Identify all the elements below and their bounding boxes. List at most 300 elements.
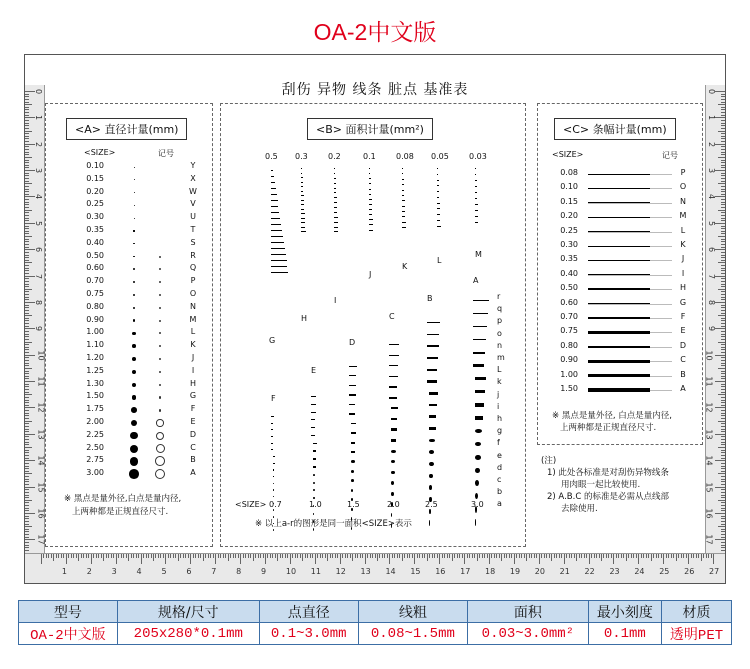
area-mark <box>351 423 356 425</box>
ruler-tick <box>721 307 725 308</box>
ruler-tick <box>325 554 326 558</box>
ruler-tick <box>544 554 545 558</box>
ruler-tick <box>25 281 29 282</box>
ruler-tick <box>25 228 29 229</box>
area-mark <box>475 192 477 193</box>
ruler-tick <box>643 554 644 558</box>
ruler-tick <box>576 554 577 561</box>
area-mark <box>402 200 405 201</box>
area-mark <box>473 364 484 367</box>
diameter-size: 0.70 <box>86 276 104 286</box>
diameter-dot <box>132 344 136 348</box>
area-mark <box>273 456 275 457</box>
area-right-letter: p <box>497 316 503 326</box>
ruler-tick <box>25 524 29 525</box>
section-a-size-header: <SIZE> <box>84 148 116 157</box>
line-code: D <box>679 340 687 350</box>
ruler-tick <box>721 479 725 480</box>
line-sample <box>588 374 650 377</box>
ruler-tick <box>442 554 443 558</box>
diameter-size: 1.10 <box>86 340 104 350</box>
line-size: 0.50 <box>560 283 578 293</box>
ruler-tick <box>25 489 29 490</box>
spec-value-cell: 0.03~3.0mm² <box>468 623 588 645</box>
line-code: L <box>680 225 686 235</box>
diameter-row <box>76 417 206 429</box>
diameter-size: 1.50 <box>86 391 104 401</box>
ruler-tick <box>571 554 572 558</box>
ruler-tick <box>721 326 725 327</box>
ruler-tick <box>559 554 560 558</box>
area-size-label: 0.03 <box>469 152 487 161</box>
area-mark <box>475 216 478 217</box>
spec-value-cell: 0.1mm <box>588 623 661 645</box>
diameter-row <box>76 225 206 237</box>
ruler-number: 12 <box>335 567 346 576</box>
ruler-tick <box>25 241 29 242</box>
ruler-tick <box>25 334 29 335</box>
ruler-tick <box>721 400 725 401</box>
ruler-tick <box>25 431 29 432</box>
line-row <box>548 384 694 396</box>
ruler-tick <box>25 521 29 522</box>
diameter-code: N <box>190 301 196 311</box>
line-size: 0.15 <box>560 196 578 206</box>
ruler-tick <box>701 554 702 561</box>
area-mark <box>475 429 482 433</box>
ruler-tick <box>487 554 488 558</box>
area-right-letter: r <box>497 292 501 301</box>
ruler-tick <box>586 554 587 558</box>
ruler-tick <box>25 410 29 411</box>
ruler-tick <box>25 289 32 290</box>
diameter-code: V <box>190 199 196 209</box>
ruler-tick <box>25 284 29 285</box>
ruler-tick <box>721 339 725 340</box>
ruler-tick <box>721 450 725 451</box>
ruler-tick <box>25 487 35 488</box>
diameter-row <box>76 327 206 339</box>
ruler-tick <box>25 505 29 506</box>
line-code: B <box>680 369 686 379</box>
diameter-size: 1.20 <box>86 353 104 362</box>
spec-table <box>18 600 732 645</box>
ruler-tick <box>168 554 169 558</box>
diameter-dot <box>132 332 135 335</box>
ruler-tick <box>636 554 637 558</box>
ruler-tick <box>715 381 725 382</box>
diameter-ring <box>159 345 161 347</box>
area-mark <box>271 436 273 437</box>
ruler-tick <box>25 497 29 498</box>
spec-value-cell: OA-2中文版 <box>19 623 118 645</box>
ruler-tick <box>536 554 537 558</box>
ruler-tick <box>556 554 557 558</box>
area-right-letter: L <box>497 365 502 375</box>
area-mark <box>301 200 304 201</box>
ruler-number: 14 <box>385 567 396 576</box>
area-mark <box>402 173 403 174</box>
ruler-tick <box>402 554 403 561</box>
ruler-tick <box>721 152 725 153</box>
ruler-number: 9 <box>261 567 267 576</box>
ruler-tick <box>106 554 107 558</box>
ruler-number: 13 <box>704 429 714 440</box>
area-mark <box>334 217 338 218</box>
ruler-tick <box>721 497 725 498</box>
area-mark <box>313 482 315 484</box>
ruler-tick <box>25 542 29 543</box>
ruler-tick <box>205 554 206 558</box>
ruler-number: 15 <box>36 482 46 493</box>
ruler-tick <box>81 554 82 558</box>
ruler-tick <box>681 554 682 558</box>
diameter-size: 2.25 <box>86 429 104 439</box>
diameter-dot <box>130 445 138 453</box>
area-mark <box>334 173 335 174</box>
ruler-tick <box>666 554 667 558</box>
ruler-tick <box>501 554 502 561</box>
diameter-ring <box>159 358 161 360</box>
area-mark <box>473 339 486 341</box>
ruler-tick <box>721 476 725 477</box>
ruler-tick <box>25 102 29 103</box>
line-sample <box>588 202 650 203</box>
ruler-tick <box>91 554 92 564</box>
ruler-tick <box>394 554 395 558</box>
ruler-tick <box>721 524 725 525</box>
ruler-tick <box>25 429 29 430</box>
area-mark <box>389 365 398 366</box>
ruler-tick <box>721 323 725 324</box>
ruler-tick <box>721 149 725 150</box>
line-sample <box>588 174 650 175</box>
ruler-tick <box>25 508 29 509</box>
ruler-tick <box>504 554 505 558</box>
diameter-row <box>76 443 206 455</box>
ruler-tick <box>25 397 29 398</box>
ruler-tick <box>721 284 725 285</box>
ruler-tick <box>656 554 657 558</box>
area-mark <box>301 186 303 187</box>
ruler-tick <box>335 554 336 558</box>
ruler-tick <box>721 386 725 387</box>
line-size: 1.00 <box>560 369 578 379</box>
diameter-size: 2.50 <box>86 442 104 452</box>
ruler-tick <box>721 181 725 182</box>
area-mark <box>311 435 315 436</box>
ruler-tick <box>397 554 398 558</box>
ruler-tick <box>372 554 373 558</box>
area-mark <box>313 450 316 452</box>
area-size-label: 0.2 <box>328 152 341 161</box>
diameter-code: A <box>190 468 196 478</box>
ruler-tick <box>721 318 725 319</box>
ruler-tick <box>25 421 32 422</box>
ruler-tick <box>715 407 725 408</box>
diameter-ring <box>159 396 161 398</box>
area-mark <box>334 197 337 198</box>
ruler-tick <box>409 554 410 558</box>
diameter-code: X <box>190 173 196 183</box>
area-mark <box>402 195 404 196</box>
diameter-dot <box>130 432 137 439</box>
ruler-tick <box>305 554 306 558</box>
ruler-tick <box>459 554 460 558</box>
ruler-tick <box>25 479 29 480</box>
spec-table-value-row <box>19 623 732 645</box>
area-mark <box>311 404 316 405</box>
ruler-number: 14 <box>704 455 714 466</box>
ruler-number: 3 <box>111 567 117 576</box>
ruler-number: 11 <box>310 567 321 576</box>
ruler-tick <box>698 554 699 558</box>
diameter-code: D <box>189 429 197 439</box>
ruler-tick <box>302 554 303 561</box>
area-mark <box>271 224 281 225</box>
ruler-number: 8 <box>34 299 44 306</box>
left-ruler <box>25 85 45 565</box>
ruler-tick <box>25 167 29 168</box>
ruler-tick <box>715 328 725 329</box>
ruler-tick <box>648 554 649 558</box>
section-b-box <box>220 103 526 547</box>
spec-table-header-row <box>19 601 732 623</box>
area-mark <box>389 397 397 399</box>
ruler-tick <box>25 458 29 459</box>
line-size: 0.08 <box>560 168 578 177</box>
ruler-tick <box>721 310 725 311</box>
ruler-number: 24 <box>634 567 645 576</box>
ruler-tick <box>25 109 29 110</box>
area-bottom-size: 2.5 <box>425 500 438 509</box>
ruler-tick <box>128 554 129 561</box>
ruler-tick <box>25 363 29 364</box>
ruler-tick <box>25 291 29 292</box>
area-mark <box>313 466 316 468</box>
area-mark <box>301 191 303 192</box>
ruler-tick <box>277 554 278 561</box>
ruler-tick <box>541 554 542 558</box>
ruler-tick <box>721 102 725 103</box>
ruler-tick <box>148 554 149 558</box>
ruler-tick <box>646 554 647 558</box>
ruler-tick <box>721 186 725 187</box>
ruler-tick <box>721 481 725 482</box>
ruler-number: 21 <box>559 567 570 576</box>
ruler-tick <box>623 554 624 558</box>
diameter-size: 2.75 <box>86 455 104 465</box>
diameter-size: 1.30 <box>86 378 104 388</box>
ruler-tick <box>591 554 592 558</box>
diameter-code: F <box>190 404 196 414</box>
area-right-letter: n <box>497 340 503 350</box>
diameter-size: 1.00 <box>86 327 104 337</box>
area-mark <box>369 199 372 200</box>
ruler-tick <box>482 554 483 558</box>
ruler-number: 5 <box>34 220 44 226</box>
area-right-letter: d <box>497 462 503 472</box>
area-mark <box>301 173 302 174</box>
ruler-tick <box>342 554 343 558</box>
ruler-tick <box>25 339 29 340</box>
ruler-tick <box>25 183 32 184</box>
ruler-tick <box>721 239 725 240</box>
area-mark <box>475 390 485 393</box>
ruler-tick <box>673 554 674 558</box>
diameter-dot <box>133 307 136 310</box>
ruler-tick <box>721 107 725 108</box>
ruler-tick <box>419 554 420 558</box>
diameter-ring <box>156 419 163 426</box>
ruler-tick <box>721 365 725 366</box>
line-code: E <box>680 326 686 336</box>
ruler-tick <box>25 236 32 237</box>
ruler-tick <box>133 554 134 558</box>
ruler-tick <box>25 154 29 155</box>
area-mark <box>369 194 371 195</box>
ruler-tick <box>215 554 216 564</box>
ruler-tick <box>25 215 29 216</box>
diameter-ring <box>159 281 161 283</box>
diameter-code: W <box>189 186 197 196</box>
ruler-tick <box>213 554 214 558</box>
area-mark <box>271 242 284 243</box>
ruler-tick <box>661 554 662 558</box>
ruler-tick <box>25 320 29 321</box>
diameter-size: 3.00 <box>86 468 104 478</box>
ruler-tick <box>25 492 29 493</box>
spec-header-cell: 材质 <box>662 601 732 623</box>
line-size: 0.10 <box>560 182 578 192</box>
area-right-letter: o <box>497 328 502 338</box>
ruler-number: 0 <box>34 88 44 95</box>
ruler-tick <box>651 554 652 561</box>
ruler-tick <box>412 554 413 558</box>
area-right-letter: q <box>497 304 503 314</box>
area-mark <box>475 519 476 526</box>
ruler-number: 6 <box>186 567 192 576</box>
diameter-code: S <box>190 237 196 247</box>
ruler-number: 16 <box>435 567 446 576</box>
line-code: G <box>679 297 687 307</box>
ruler-tick <box>721 349 725 350</box>
ruler-tick <box>307 554 308 558</box>
ruler-tick <box>25 376 29 377</box>
area-mark <box>437 214 440 215</box>
ruler-tick <box>444 554 445 558</box>
ruler-tick <box>178 554 179 561</box>
ruler-tick <box>599 554 600 558</box>
diameter-ring <box>159 268 161 270</box>
ruler-number: 0 <box>706 88 716 95</box>
area-mark <box>402 227 406 228</box>
ruler-tick <box>618 554 619 558</box>
spec-value-cell: 0.08~1.5mm <box>358 623 468 645</box>
area-mark <box>273 483 274 484</box>
ruler-tick <box>297 554 298 558</box>
ruler-tick <box>25 439 29 440</box>
ruler-tick <box>322 554 323 558</box>
area-mark <box>271 182 275 183</box>
diameter-code: C <box>190 442 196 452</box>
ruler-tick <box>721 489 725 490</box>
ruler-tick <box>569 554 570 558</box>
ruler-tick <box>721 218 725 219</box>
area-mark <box>271 230 282 231</box>
area-mark <box>475 186 477 187</box>
diameter-dot <box>133 256 135 258</box>
ruler-tick <box>180 554 181 558</box>
ruler-tick <box>25 500 32 501</box>
ruler-tick <box>721 502 725 503</box>
ruler-number: 22 <box>584 567 595 576</box>
ruler-tick <box>223 554 224 558</box>
diameter-code: I <box>191 365 195 375</box>
ruler-tick <box>275 554 276 558</box>
ruler-tick <box>718 421 725 422</box>
area-mark <box>427 357 438 359</box>
area-mark <box>273 476 274 477</box>
ruler-tick <box>721 228 725 229</box>
ruler-tick <box>25 347 29 348</box>
ruler-tick <box>352 554 353 561</box>
diameter-row <box>76 315 206 327</box>
ruler-tick <box>63 554 64 558</box>
area-size-label: 0.3 <box>295 152 308 161</box>
ruler-number: 10 <box>36 350 46 361</box>
ruler-tick <box>721 128 725 129</box>
area-mark <box>271 236 283 237</box>
ruler-tick <box>721 231 725 232</box>
ruler-tick <box>240 554 241 564</box>
ruler-tick <box>721 291 725 292</box>
ruler-tick <box>721 426 725 427</box>
ruler-tick <box>25 344 29 345</box>
ruler-tick <box>25 392 29 393</box>
ruler-tick <box>616 554 617 558</box>
ruler-tick <box>25 400 29 401</box>
ruler-tick <box>715 144 725 145</box>
area-mark <box>427 322 440 323</box>
ruler-tick <box>721 260 725 261</box>
ruler-tick <box>25 539 35 540</box>
ruler-tick <box>721 363 725 364</box>
ruler-tick <box>721 429 725 430</box>
ruler-tick <box>86 554 87 558</box>
area-mark <box>301 182 303 183</box>
ruler-tick <box>457 554 458 558</box>
ruler-tick <box>25 434 35 435</box>
ruler-tick <box>25 513 35 514</box>
area-mark <box>429 439 435 443</box>
ruler-tick <box>25 452 29 453</box>
area-mark <box>473 300 489 301</box>
diameter-size: 1.25 <box>86 365 104 375</box>
area-mark <box>427 345 439 346</box>
right-ruler <box>705 85 725 565</box>
area-mark <box>349 413 355 415</box>
ruler-tick <box>688 554 689 564</box>
diameter-dot <box>133 230 134 231</box>
area-right-letter: i <box>497 401 500 411</box>
ruler-tick <box>238 554 239 558</box>
ruler-tick <box>108 554 109 558</box>
section-c-note-2: 上两种都是正规直径尺寸. <box>560 423 657 433</box>
area-mark <box>271 416 274 417</box>
ruler-tick <box>25 368 32 369</box>
ruler-tick <box>721 112 725 113</box>
